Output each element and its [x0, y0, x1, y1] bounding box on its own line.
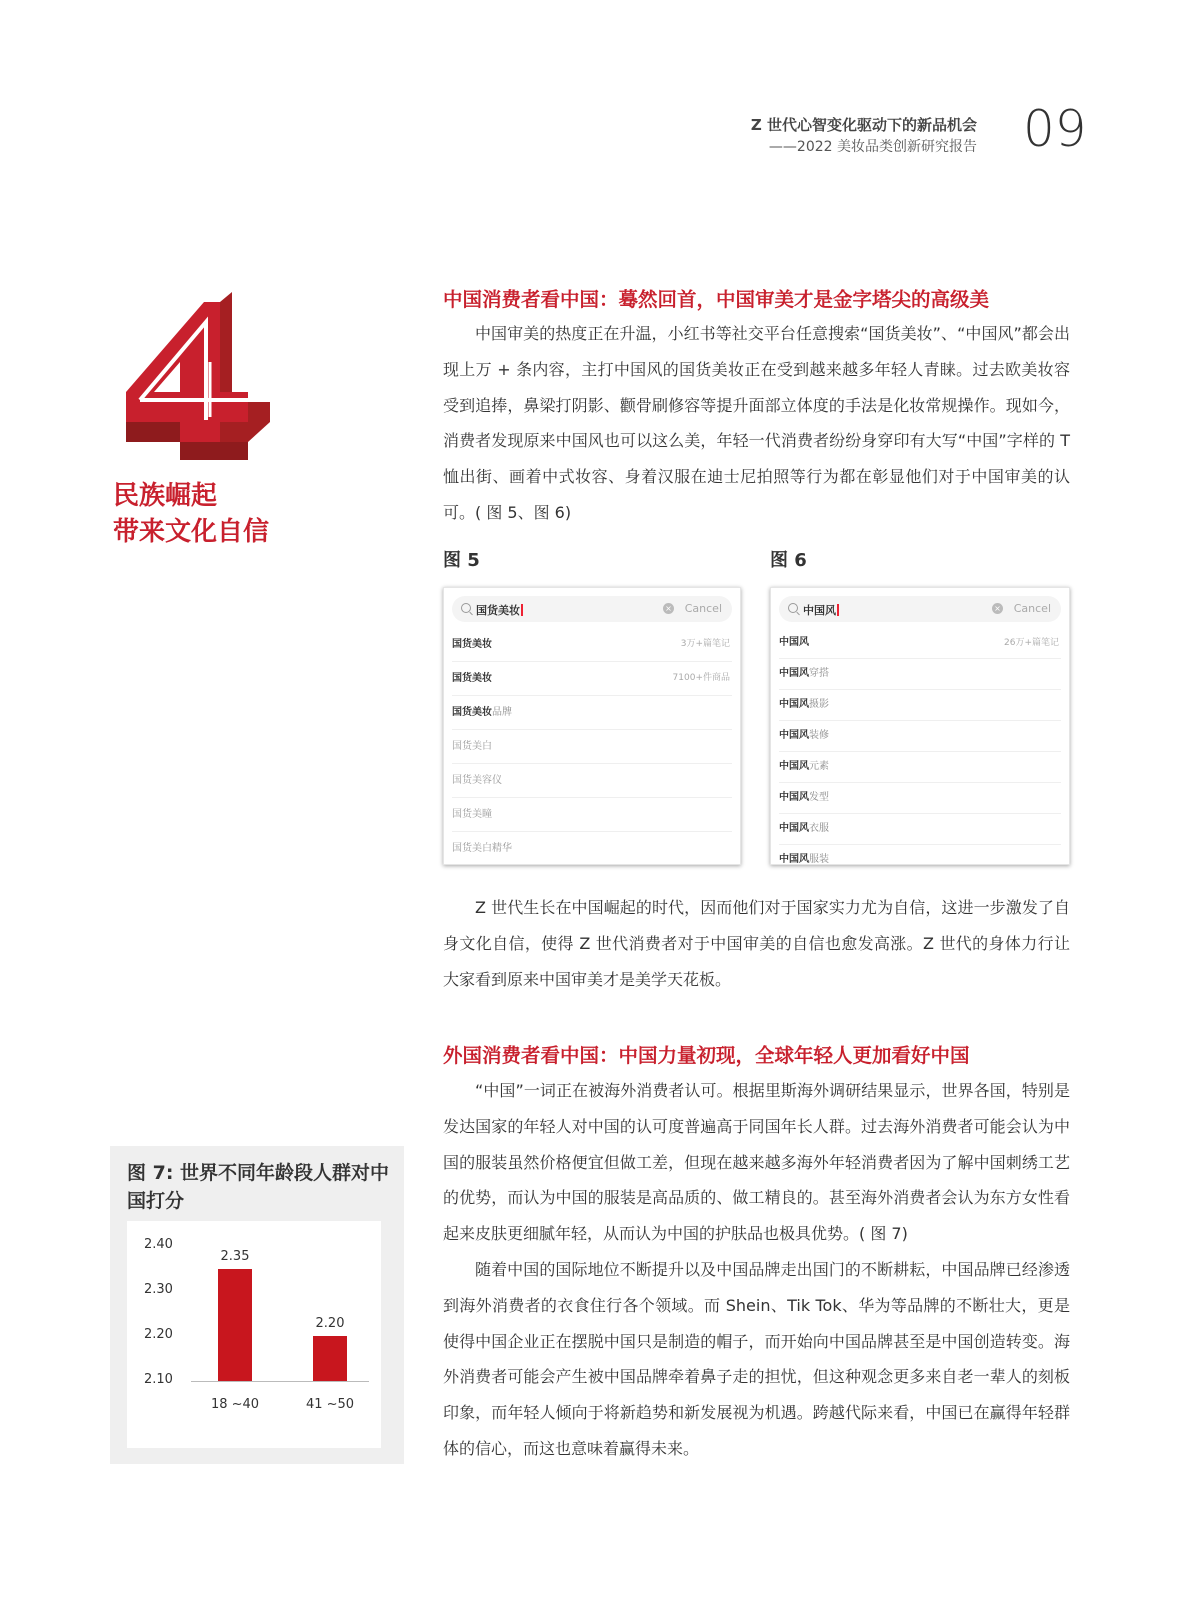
suggestion-text: 中国风 [779, 823, 809, 834]
suggestion-text: 国货美妆 [452, 673, 492, 684]
bar-2 [313, 1336, 347, 1381]
section1-paragraph2: Z 世代生长在中国崛起的时代，因而他们对于国家实力尤为自信，这进一步激发了自身文化自信，使得 Z 世代消费者对于中国审美的自信也愈发高涨。Z 世代的身体力行让大家看到原来中国审美才是美学天花板。 [443, 898, 1070, 989]
suggestion-item[interactable] [779, 628, 1061, 659]
suggestion-item[interactable] [779, 845, 1061, 865]
suggestion-text: 国货美瞳 [452, 809, 492, 820]
bar-1 [218, 1269, 252, 1382]
suggestion-item[interactable] [779, 752, 1061, 783]
search-icon [461, 603, 471, 613]
chapter-title [113, 478, 269, 550]
bar-value-label: 2.35 [220, 1248, 250, 1264]
section2-paragraphs [443, 1073, 1070, 1467]
suggestion-suffix: 品牌 [492, 707, 512, 718]
suggestion-suffix: 装修 [809, 730, 829, 741]
search-bar[interactable] [452, 596, 732, 622]
chapter-title-line1: 民族崛起 [113, 481, 218, 511]
suggestion-suffix: 服装 [809, 854, 829, 865]
report-title: Z 世代心智变化驱动下的新品机会 [750, 116, 977, 134]
cancel-button[interactable]: Cancel [1013, 602, 1051, 615]
suggestion-text: 中国风 [779, 761, 809, 772]
bar-chart [127, 1221, 381, 1448]
search-icon [788, 603, 798, 613]
clear-icon[interactable]: × [663, 603, 674, 614]
section2-paragraph1: “中国”一词正在被海外消费者认可。根据里斯海外调研结果显示，世界各国，特别是发达国家的年轻人对中国的认可度普遍高于同国年长人群。过去海外消费者可能会认为中国的服装虽然价格便宜但做工差，但现在越来越多海外年轻消费者因为了解中国刺绣工艺的优势，而认为中国的服装是高品质的、做工精良的。甚至海外消费者会认为东方女性看起来皮肤更细腻年轻，从而认为中国的护肤品也极具优势。( 图 7) [443, 1081, 1070, 1244]
suggestion-list [444, 628, 740, 865]
figure5-search-screenshot [443, 587, 741, 865]
suggestion-item[interactable] [452, 764, 732, 798]
cancel-button[interactable]: Cancel [684, 602, 722, 615]
chart-title: 图 7: 世界不同年龄段人群对中国打分 [127, 1162, 390, 1212]
figure6-label: 图 6 [770, 550, 807, 571]
page-number: 09 [1023, 100, 1087, 158]
suggestion-suffix: 摄影 [809, 699, 829, 710]
suggestion-suffix: 发型 [809, 792, 829, 803]
suggestion-text: 国货美白 [452, 741, 492, 752]
suggestion-item[interactable] [452, 832, 732, 865]
y-tick-label: 2.30 [144, 1282, 173, 1297]
suggestion-text: 国货美白精华 [452, 843, 512, 854]
suggestion-item[interactable] [779, 814, 1061, 845]
suggestion-item[interactable] [779, 659, 1061, 690]
suggestion-item[interactable] [779, 721, 1061, 752]
suggestion-item[interactable] [779, 690, 1061, 721]
suggestion-count: 26万+篇笔记 [1004, 638, 1059, 648]
suggestion-item[interactable] [452, 662, 732, 696]
suggestion-text: 中国风 [779, 792, 809, 803]
suggestion-text: 中国风 [779, 854, 809, 865]
bar-value-label: 2.20 [315, 1316, 345, 1331]
section1-heading: 中国消费者看中国：蓦然回首，中国审美才是金字塔尖的高级美 [443, 288, 990, 311]
suggestion-suffix: 元素 [809, 761, 829, 772]
suggestion-text: 中国风 [779, 699, 809, 710]
figure5-label: 图 5 [443, 550, 480, 571]
search-query[interactable]: 国货美妆 [476, 602, 523, 618]
clear-icon[interactable]: × [992, 603, 1003, 614]
x-category-label: 41 ~50 [305, 1397, 355, 1412]
suggestion-item[interactable] [452, 696, 732, 730]
suggestion-suffix: 穿搭 [809, 668, 829, 679]
search-bar[interactable] [779, 596, 1061, 622]
suggestion-item[interactable] [452, 730, 732, 764]
suggestion-item[interactable] [452, 628, 732, 662]
x-category-label: 18 ~40 [210, 1397, 260, 1412]
section1-paragraph1: 中国审美的热度正在升温，小红书等社交平台任意搜索“国货美妆”、“中国风”都会出现上万 + 条内容，主打中国风的国货美妆正在受到越来越多年轻人青睐。过去欧美妆容受到追捧，鼻梁打阴影、颧骨刷修容等提升面部立体度的手法是化妆常规操作。现如今，消费者发现原来中国风也可以这么美，年轻一代消费者纷纷身穿印有大写“中国”字样的 T 恤出街、画着中式妆容、身着汉服在迪士尼拍照等行为都在彰显他们对于中国审美的认可。( 图 5、图 6) [443, 324, 1070, 522]
section2-paragraph2: 随着中国的国际地位不断提升以及中国品牌走出国门的不断耕耘，中国品牌已经渗透到海外消费者的衣食住行各个领域。而 Shein、Tik Tok、华为等品牌的不断壮大，更是使得中国企业正在摆脱中国只是制造的帽子，而开始向中国品牌甚至是中国创造转变。海外消费者可能会产生被中国品牌牵着鼻子走的担忧，但这种观念更多来自老一辈人的刻板印象，而年轻人倾向于将新趋势和新发展视为机遇。跨越代际来看，中国已在赢得年轻群体的信心，而这也意味着赢得未来。 [443, 1259, 1070, 1458]
suggestion-count: 3万+篇笔记 [680, 639, 730, 649]
suggestion-text: 中国风 [779, 668, 809, 679]
suggestion-count: 7100+件商品 [672, 673, 730, 683]
search-query[interactable]: 中国风 [803, 602, 839, 618]
figure6-search-screenshot [770, 587, 1070, 865]
suggestion-item[interactable] [452, 798, 732, 832]
suggestion-text: 国货美妆 [452, 707, 492, 718]
x-axis-line [191, 1381, 369, 1382]
suggestion-text: 国货美容仪 [452, 775, 502, 786]
suggestion-suffix: 衣服 [809, 823, 829, 834]
suggestion-list [771, 628, 1069, 865]
y-tick-label: 2.40 [144, 1237, 173, 1252]
suggestion-text: 国货美妆 [452, 639, 492, 650]
suggestion-item[interactable] [779, 783, 1061, 814]
section2-heading: 外国消费者看中国：中国力量初现，全球年轻人更加看好中国 [443, 1044, 970, 1067]
suggestion-text: 中国风 [779, 637, 809, 648]
y-tick-label: 2.10 [144, 1372, 173, 1387]
y-tick-label: 2.20 [144, 1327, 173, 1342]
chapter-title-line2: 带来文化自信 [113, 517, 270, 547]
chapter-number-four-icon [110, 292, 270, 460]
report-subtitle: ——2022 美妆品类创新研究报告 [768, 139, 977, 155]
suggestion-text: 中国风 [779, 730, 809, 741]
